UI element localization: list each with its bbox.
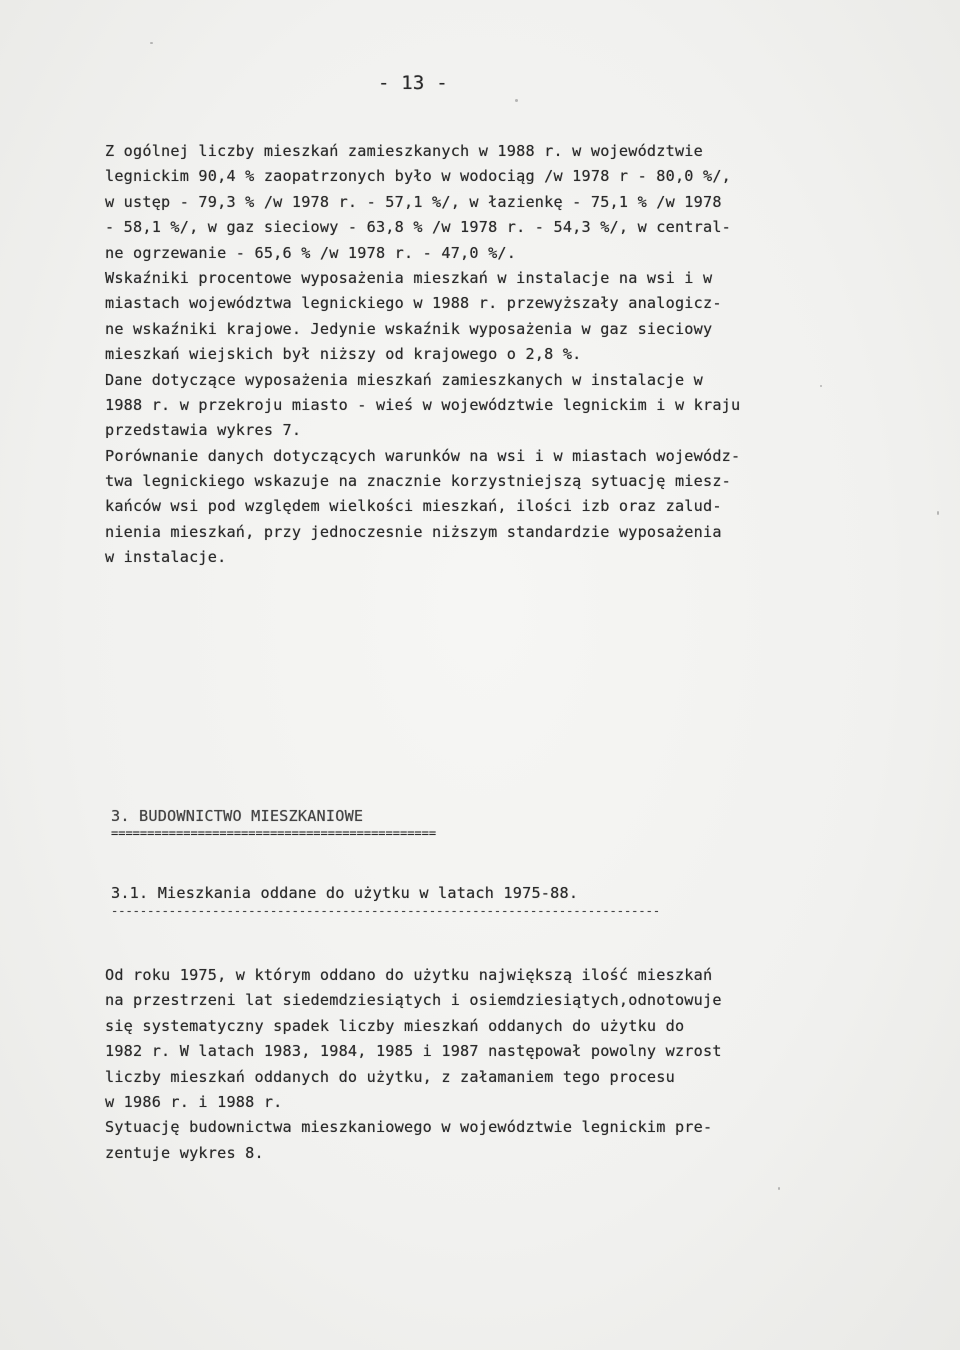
subsection-heading: 3.1. Mieszkania oddane do użytku w latach 1975-88. — [111, 884, 579, 902]
section-heading-underline: ============================================= — [111, 826, 437, 840]
scan-speck — [515, 99, 518, 102]
text-line: Od roku 1975, w którym oddano do użytku największą ilość mieszkań — [105, 966, 713, 984]
text-line: nienia mieszkań, przy jednoczesnie niższym standardzie wyposażenia — [105, 522, 722, 541]
text-line: legnickim 90,4 % zaopatrzonych było w wodociąg /w 1978 r - 80,0 %/, — [105, 167, 732, 186]
text-line: przedstawia wykres 7. — [105, 421, 302, 440]
text-line: Wskaźniki procentowe wyposażenia mieszkań w instalacje na wsi i w — [105, 268, 713, 287]
text-line: w instalacje. — [105, 548, 227, 567]
text-line: 1982 r. W latach 1983, 1984, 1985 i 1987 następował powolny wzrost — [105, 1042, 722, 1061]
section-heading: 3. BUDOWNICTWO MIESZKANIOWE — [111, 807, 364, 825]
text-line: - 58,1 %/, w gaz sieciowy - 63,8 % /w 1978 r. - 54,3 %/, w central- — [105, 218, 732, 237]
text-line: twa legnickiego wskazuje na znacznie korzystniejszą sytuację miesz- — [105, 472, 732, 491]
text-line: 1988 r. w przekroju miasto - wieś w województwie legnickim i w kraju — [105, 395, 741, 414]
text-line: na przestrzeni lat siedemdziesiątych i osiemdziesiątych,odnotowuje — [105, 991, 722, 1010]
text-line: mieszkań wiejskich był niższy od krajowego o 2,8 %. — [105, 345, 582, 364]
text-line: liczby mieszkań oddanych do użytku, z załamaniem tego procesu — [105, 1067, 675, 1086]
text-line: miastach województwa legnickiego w 1988 r. przewyższały analogicz- — [105, 294, 722, 313]
scan-speck — [937, 511, 939, 515]
paragraph-housing-construction — [105, 963, 925, 1166]
text-line: Porównanie danych dotyczących warunków na wsi i w miastach wojewódz- — [105, 446, 741, 465]
text-line: się systematyczny spadek liczby mieszkań oddanych do użytku do — [105, 1016, 685, 1035]
text-line: Sytuację budownictwa mieszkaniowego w województwie legnickim pre- — [105, 1118, 713, 1137]
scan-speck — [778, 1187, 780, 1190]
page-number: - 13 - — [378, 72, 448, 94]
text-line: w 1986 r. i 1988 r. — [105, 1092, 283, 1111]
scan-speck — [150, 42, 153, 44]
paragraph-housing-equipment — [105, 139, 925, 571]
text-line: ne ogrzewanie - 65,6 % /w 1978 r. - 47,0 %/. — [105, 243, 517, 262]
text-line: kańców wsi pod względem wielkości mieszkań, ilości izb oraz zalud- — [105, 497, 722, 516]
text-line: ne wskaźniki krajowe. Jedynie wskaźnik wyposażenia w gaz sieciowy — [105, 319, 713, 338]
text-line: Dane dotyczące wyposażenia mieszkań zamieszkanych w instalacje w — [105, 370, 703, 389]
text-line: Z ogólnej liczby mieszkań zamieszkanych w 1988 r. w województwie — [105, 142, 703, 160]
text-line: w ustęp - 79,3 % /w 1978 r. - 57,1 %/, w łazienkę - 75,1 % /w 1978 — [105, 192, 722, 211]
subsection-heading-underline: ---------------------------------------------------------------------------- — [111, 904, 661, 918]
text-line: zentuje wykres 8. — [105, 1143, 264, 1162]
scan-speck — [820, 385, 822, 387]
